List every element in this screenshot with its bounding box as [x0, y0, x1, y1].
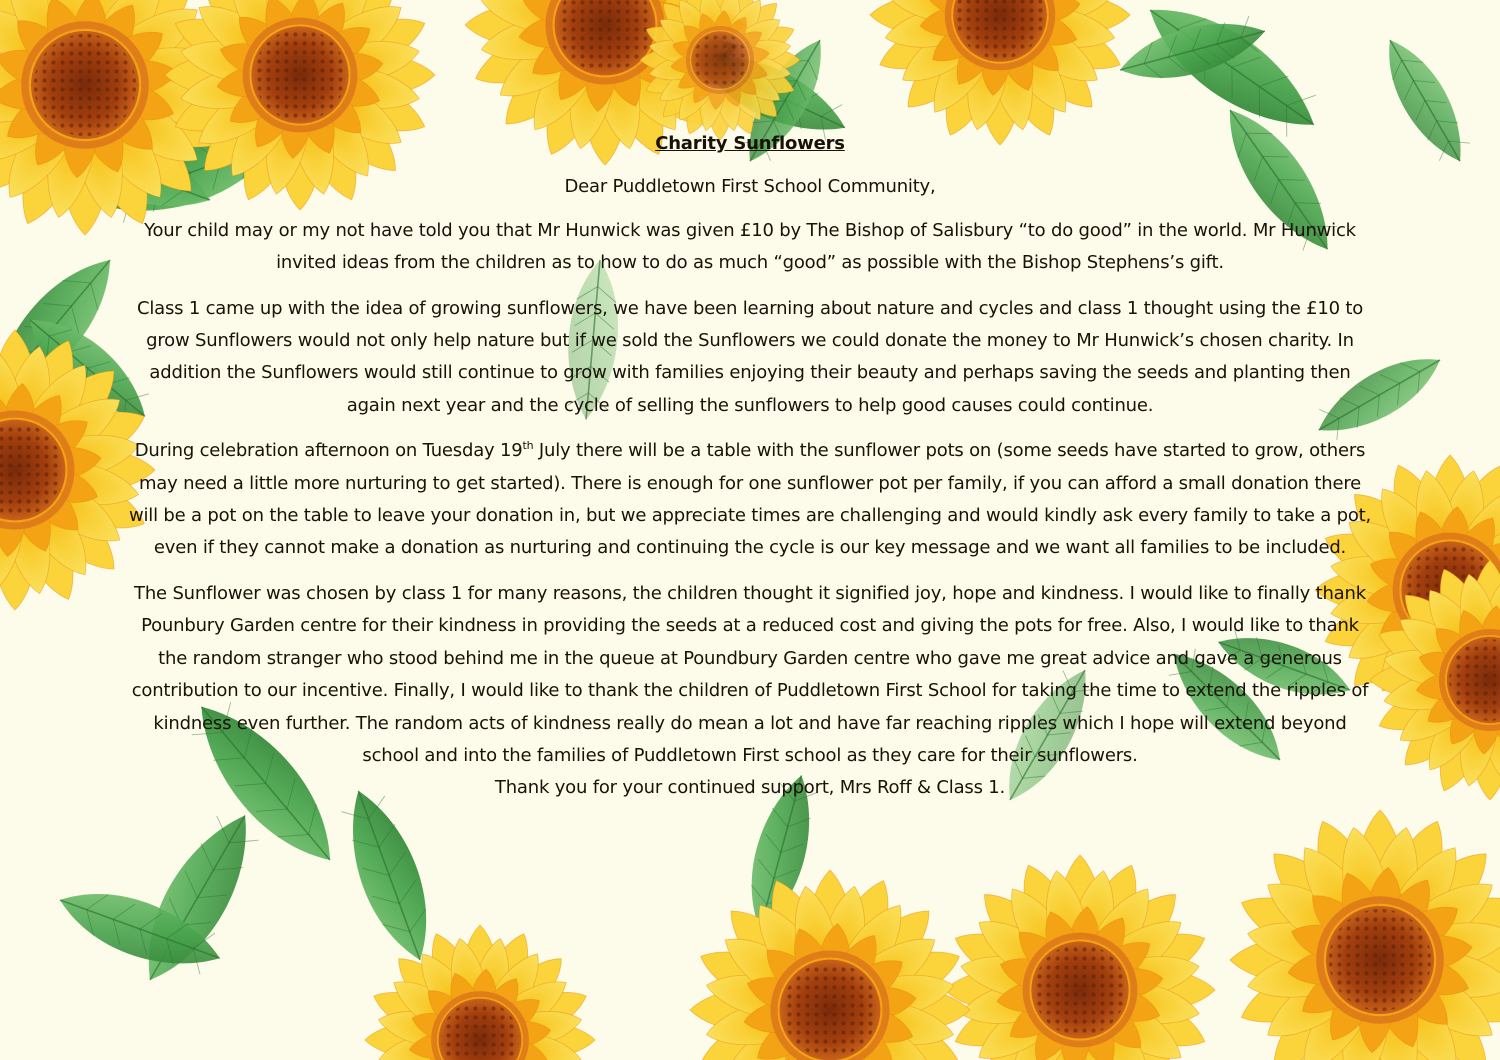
- sunflower-icon: [690, 870, 970, 1060]
- leaf-icon: [1371, 29, 1479, 172]
- sunflower-icon: [870, 0, 1130, 145]
- letter-paragraph-3: [128, 435, 1372, 565]
- letter-greeting: Dear Puddletown First School Community,: [564, 176, 936, 198]
- letter-title: Charity Sunflowers: [655, 133, 845, 154]
- letter-paragraph-4: The Sunflower was chosen by class 1 for many reasons, the children thought it signified joy, hope and kindness. I would like to finally thank Pounbury Garden centre for their kindness in providing the seeds at a reduced cost and giving the pots for free. Also, I would like to thank the random stranger who stood behind me in the queue at Poundbury Garden centre who gave me great advice and gave a generous contribution to our incentive. Finally, I would like to thank the children of Puddletown First School for taking the time to extend the ripples of kindness even further. The random acts of kindness really do mean a lot and have far reaching ripples which I hope will extend beyond school and into the families of Puddletown First school as they care for their sunflowers.: [131, 582, 1369, 766]
- sunflower-icon: [945, 855, 1215, 1060]
- letter-paragraph-2: Class 1 came up with the idea of growing sunflowers, we have been learning about nature and cycles and class 1 thought using the £10 to grow Sunflowers would not only help nature but if we sold the Sunflowers we could donate the money to Mr Hunwick’s chosen charity. In addition the Sunflowers would still continue to grow with families enjoying their beauty and perhaps saving the seeds and planting then again next year and the cycle of selling the sunflowers to help good causes could continue.: [136, 297, 1364, 416]
- letter: [128, 128, 1372, 818]
- paragraph-3-rest: July there will be a table with the sunflower pots on (some seeds have started to grow, others may need a little more nurturing to get started). There is enough for one sunflower pot per family, if you can afford a small donation there will be a pot on the table to leave your donation in, but we appreciate times are challenging and would kindly ask every family to take a pot, even if they cannot make a donation as nurturing and continuing the cycle is our key message and we want all families to be included.: [128, 440, 1372, 559]
- letter-signoff: Thank you for your continued support, Mrs Roff & Class 1.: [494, 777, 1006, 799]
- date-ordinal-suffix: th: [522, 439, 534, 453]
- paragraph-3-start: During celebration afternoon on Tuesday 19: [134, 440, 523, 462]
- sunflower-icon: [365, 925, 595, 1060]
- letter-paragraph-1: Your child may or my not have told you that Mr Hunwick was given £10 by The Bishop of Salisbury “to do good” in the world. Mr Hunwick invited ideas from the children as to how to do as much “good” as possible with the Bishop Stephens’s gift.: [144, 219, 1356, 274]
- sunflower-icon: [1230, 810, 1500, 1060]
